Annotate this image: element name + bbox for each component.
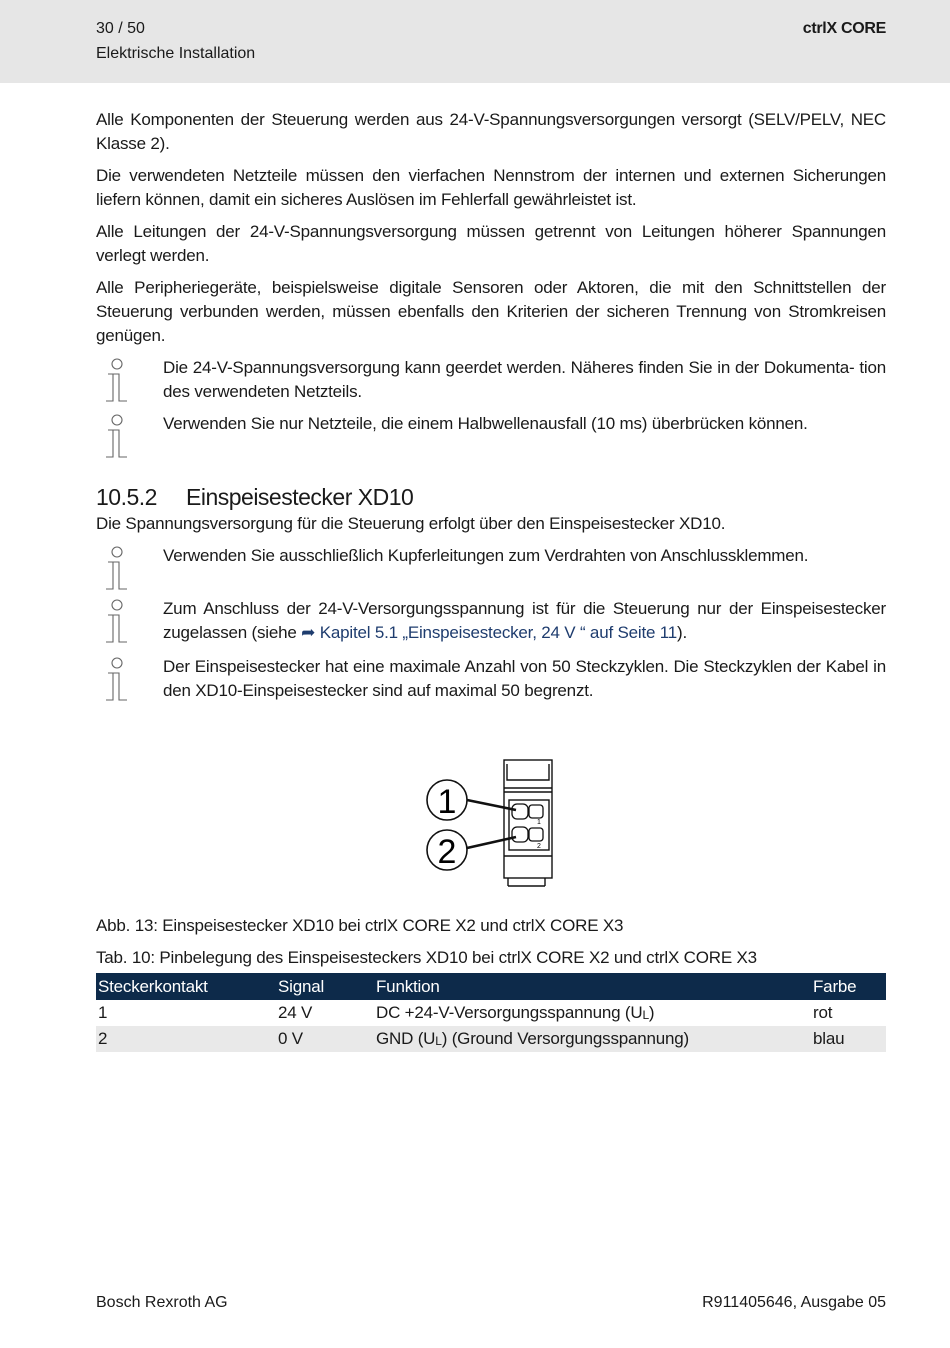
function-subscript: L: [435, 1034, 442, 1048]
note-text: Die 24-V-Spannungsversorgung kann geerdet werden. Näheres finden Sie in der Dokumenta- tion des verwendeten Netzteils.: [163, 358, 886, 401]
function-text: ): [648, 1003, 655, 1022]
function-text: DC +24-V-Versorgungsspannung (U: [376, 1003, 643, 1022]
note-text-part: Zum Anschluss der 24-V-Versorgungsspannung ist für die Steuerung nur der Einspeisestecker zugelassen (siehe: [163, 599, 886, 642]
footer-company: Bosch Rexroth AG: [96, 1294, 228, 1311]
device-outline: [504, 760, 552, 886]
info-icon: [104, 546, 130, 594]
figure-caption: Abb. 13: Einspeisestecker XD10 bei ctrlX CORE X2 und ctrlX CORE X3: [96, 916, 624, 935]
section-number: 10.5.2: [96, 484, 157, 510]
column-header: Steckerkontakt: [96, 973, 276, 1000]
pin-label-1: 1: [537, 819, 541, 826]
info-icon: [104, 414, 130, 462]
note-text: Verwenden Sie ausschließlich Kupferleitungen zum Verdrahten von Anschlussklemmen.: [163, 546, 809, 565]
cell-signal: 0 V: [276, 1026, 374, 1052]
note-text-part: ).: [677, 623, 687, 642]
function-subscript: L: [642, 1008, 649, 1022]
table-header-row: [96, 973, 886, 1000]
chapter-link[interactable]: ➦ Kapitel 5.1 „Einspeisestecker, 24 V “ auf Seite 11: [301, 623, 678, 642]
note-text: [163, 597, 886, 645]
cell-function: [374, 1000, 811, 1026]
info-note: [96, 544, 886, 597]
column-header: Signal: [276, 973, 374, 1000]
column-header: Funktion: [374, 973, 811, 1000]
section-title: Einspeisestecker XD10: [186, 484, 414, 510]
table-row: [96, 1000, 886, 1026]
pin-assignment-table: [96, 973, 886, 1052]
cell-color: blau: [811, 1026, 886, 1052]
table-row: [96, 1026, 886, 1052]
cell-function: [374, 1026, 811, 1052]
page-content: [96, 108, 886, 715]
paragraph: Die verwendeten Netzteile müssen den vierfachen Nennstrom der internen und externen Sicherungen liefern können, damit ein sicheres Auslösen im Fehlerfall gewährleistet ist.: [96, 166, 886, 209]
callout-number-1: 1: [437, 783, 457, 821]
terminal-2: [512, 827, 543, 842]
page-number: 30 / 50: [96, 20, 145, 37]
chapter-title: Elektrische Installation: [96, 45, 256, 62]
cell-color: rot: [813, 1003, 833, 1022]
info-note: [96, 597, 886, 655]
cell-contact: 2: [96, 1026, 276, 1052]
footer-document-id: R911405646, Ausgabe 05: [702, 1294, 886, 1311]
info-icon: [104, 358, 130, 406]
note-text: Der Einspeisestecker hat eine maximale Anzahl von 50 Steckzyklen. Die Steckzyklen der Kabel in den XD10-Einspeisestecker sind auf maximal 50 begrenzt.: [163, 657, 886, 700]
info-note: [96, 412, 886, 482]
paragraph: Alle Komponenten der Steuerung werden aus 24-V-Spannungsversorgungen versorgt (SELV/PELV, NEC Klasse 2).: [96, 110, 886, 153]
note-text: Verwenden Sie nur Netzteile, die einem Halbwellenausfall (10 ms) überbrücken können.: [163, 414, 808, 433]
table-caption: Tab. 10: Pinbelegung des Einspeisesteckers XD10 bei ctrlX CORE X2 und ctrlX CORE X3: [96, 948, 757, 967]
function-text: GND (U: [376, 1029, 436, 1048]
section-heading: [96, 482, 886, 512]
pin-label-2: 2: [537, 843, 541, 850]
page-header: [0, 0, 950, 83]
info-note: [96, 356, 886, 412]
column-header: Farbe: [811, 973, 886, 1000]
cell-contact: 1: [98, 1003, 108, 1022]
paragraph: Alle Peripheriegeräte, beispielsweise digitale Sensoren oder Aktoren, die mit den Schnittstellen der Steuerung verbunden werden, müssen ebenfalls den Kriterien der sicheren Trennung von Stromkreisen genügen.: [96, 278, 886, 345]
function-text: ) (Ground Versorgungsspannung): [441, 1029, 689, 1048]
product-name: ctrlX CORE: [802, 20, 886, 37]
section-intro: Die Spannungsversorgung für die Steuerung erfolgt über den Einspeisestecker XD10.: [96, 514, 726, 533]
connector-figure: [420, 752, 560, 892]
info-icon: [104, 657, 130, 705]
info-icon: [104, 599, 130, 647]
terminal-1: [512, 804, 543, 819]
paragraph: Alle Leitungen der 24-V-Spannungsversorgung müssen getrennt von Leitungen höherer Spannungen verlegt werden.: [96, 222, 886, 265]
cell-signal: 24 V: [278, 1003, 313, 1022]
callout-number-2: 2: [437, 833, 457, 871]
info-note: [96, 655, 886, 715]
